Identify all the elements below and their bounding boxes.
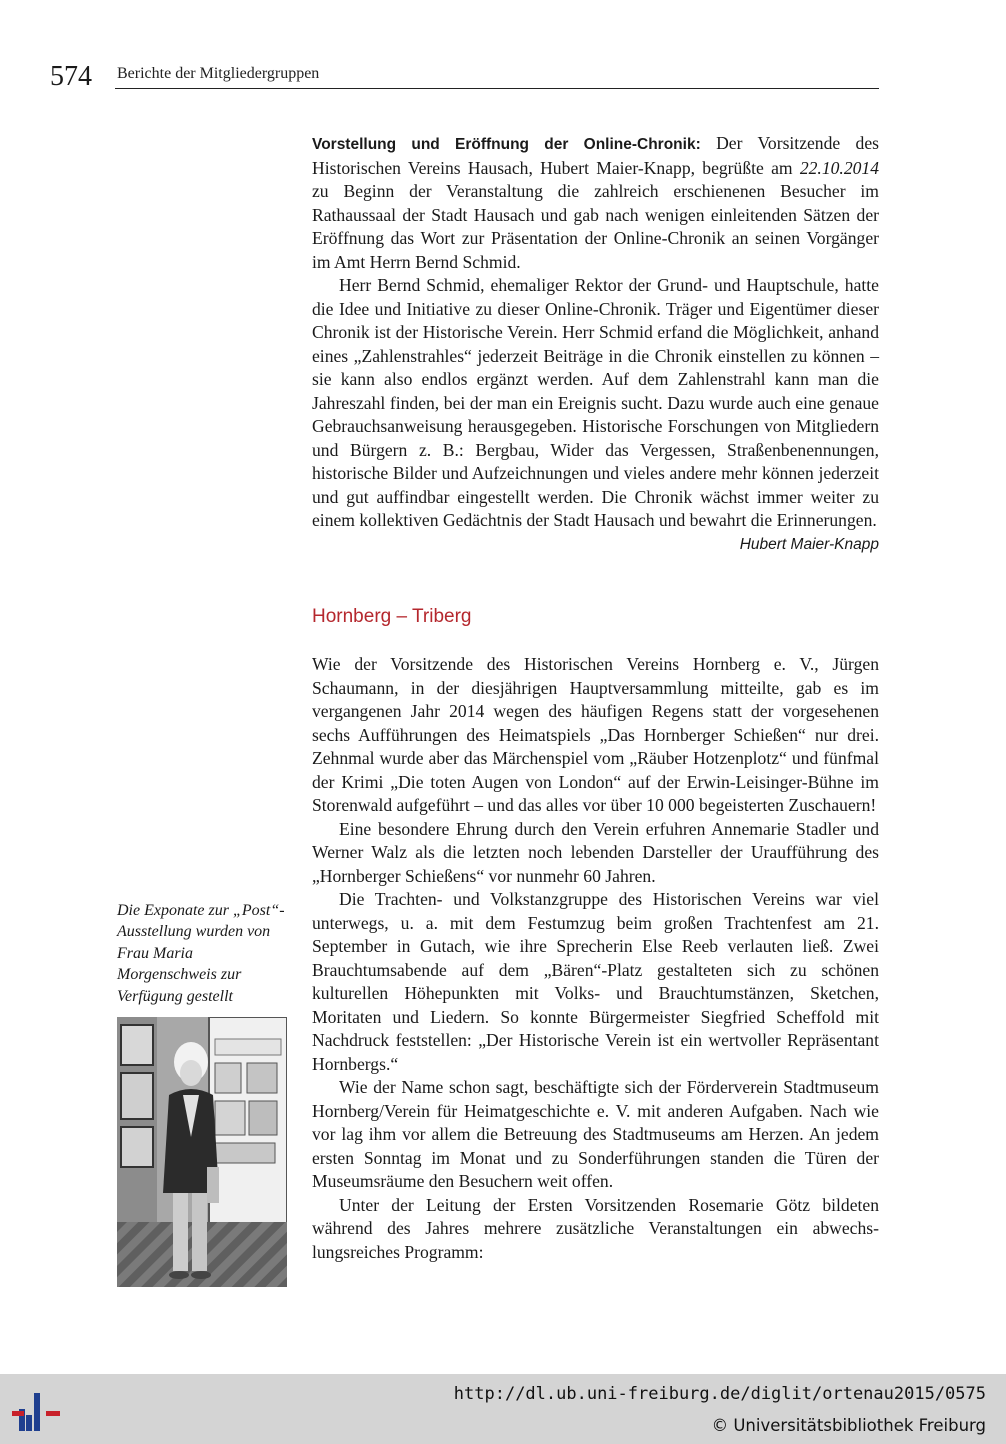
footer-copyright: © Universitätsbibliothek Freiburg: [711, 1416, 986, 1435]
paragraph: Herr Bernd Schmid, ehemaliger Rektor der Grund- und Hauptschule, hatte die Idee und Initiative zu dieser Online-Chronik. Träger und Eigentümer dieser Chronik ist der Historische Verein. Herr Schmid erfand die Möglichkeit, anhand eines „Zahlenstrahles“ jederzeit Beiträge in die Chronik einstellen zu können – sie kann also endlos ergänzt werden. Auf dem Zahlenstrahl kann man die Jahreszahl finden, bei der man ein Ereignis sucht. Dazu wurde auch eine genaue Gebrauchsanweisung herausgegeben. Historische Forschungen von Mitgliedern und Bürgern z. B.: Bergbau, Wider das Vergessen, Straßenbenennungen, historische Bilder und Aufzeichnungen und vieles andere mehr können jederzeit und gut auffindbar eingestellt werden. Die Chronik wächst immer weiter zu einem kollektiven Gedächtnis der Stadt Hausach und bewahrt die Erinnerungen.: [312, 275, 879, 530]
paragraph: Eine besondere Ehrung durch den Verein erfuhren Annemarie Stadler und Werner Walz als die letzten noch lebenden Darsteller der Uraufführung des „Hornberger Schießens“ vor nunmehr 60 Jahren.: [312, 818, 879, 886]
figure-caption: Die Exponate zur „Post“-Ausstellung wurden von Frau Maria Morgenschweis zur Verfügung gestellt: [117, 902, 285, 1005]
event-date: 22.10.2014: [799, 157, 879, 178]
paragraph: Wie der Vorsitzende des Historischen Vereins Hornberg e. V., Jürgen Schaumann, in der diesjährigen Hauptversammlung mitteilte, gab es im vergangenen Jahr 2014 wegen des häufigen Regens statt der vorgesehenen sechs Aufführungen des Heimatspiels „Das Hornberger Schießen“ nur drei. Zehnmal wurde aber das Märchenspiel vom „Räuber Hotzenplotz“ und fünfmal der Krimi „Die toten Augen von London“ auf der Erwin-Leisinger-Bühne im Storenwald aufgeführt – und das alles vor über 10 000 begeisterten Zuschauern!: [312, 654, 879, 815]
author-signature: Hubert Maier-Knapp: [739, 535, 879, 553]
text-span: zu Beginn der Veranstaltung die zahlreich erschienenen Besucher im Rathaussaal der Stadt Hausach und gab nach wenigen einleitenden Sätzen der Eröffnung das Wort zur Präsentation der Online-Chronik an seinen Vorgänger im Amt Herrn Bernd Schmid.: [312, 181, 879, 272]
paragraph: Unter der Leitung der Ersten Vorsitzenden Rosemarie Götz bildeten während des Jahres mehrere zusätzliche Veranstaltungen ein abwechslungsreiches Programm:: [312, 1194, 879, 1262]
running-head: Berichte der Mitgliedergruppen: [117, 65, 320, 82]
section-online-chronik: [312, 132, 879, 556]
run-in-heading: Vorstellung und Eröffnung der Online-Chronik:: [312, 136, 701, 153]
library-logo-icon: [12, 1383, 62, 1433]
section-hornberg-triberg: [312, 653, 879, 1264]
paragraph: Die Trachten- und Volkstanzgruppe des Historischen Vereins war viel unterwegs, u. a. mit dem Festumzug beim großen Trachtenfest am 21. September in Gutach, wie ihre Sprecherin Else Reeb verlauten ließ. Zwei Brauchtumsabende auf dem „Bären“-Platz gestalteten sich zu schönen kulturellen Höhepunkten mit Volks- und Brauchtumstänzen, Sketchen, Moritaten und Liedern. So konnte Bürgermeister Siegfried Scheffold mit Nachdruck feststellen: „Der Historische Verein ist ein wertvoller Repräsentant Hornbergs.“: [312, 889, 879, 1074]
text-span: Der Vorsitzende des Historischen Vereins Hausach, Hubert Maier-Knapp, begrüßte am: [312, 133, 879, 178]
page-number: 574: [50, 61, 92, 92]
exhibition-photo: [117, 1017, 287, 1287]
header-rule: [115, 88, 879, 89]
paragraph: Wie der Name schon sagt, beschäftigte sich der Förderverein Stadtmuseum Hornberg/Verein für Heimatgeschichte e. V. mit anderen Aufgaben. Nach wie vor lag ihm vor allem die Betreuung des Stadtmuseums am Herzen. An jedem ersten Sonntag im Monat und zu Sonderführungen standen die Türen der Museumsräume den Besuchern weit offen.: [312, 1077, 879, 1191]
paragraph: [312, 132, 879, 274]
section-title: Hornberg – Triberg: [312, 606, 472, 627]
footer-bar: [0, 1374, 1006, 1444]
footer-url[interactable]: http://dl.ub.uni-freiburg.de/diglit/ortenau2015/0575: [453, 1384, 986, 1404]
